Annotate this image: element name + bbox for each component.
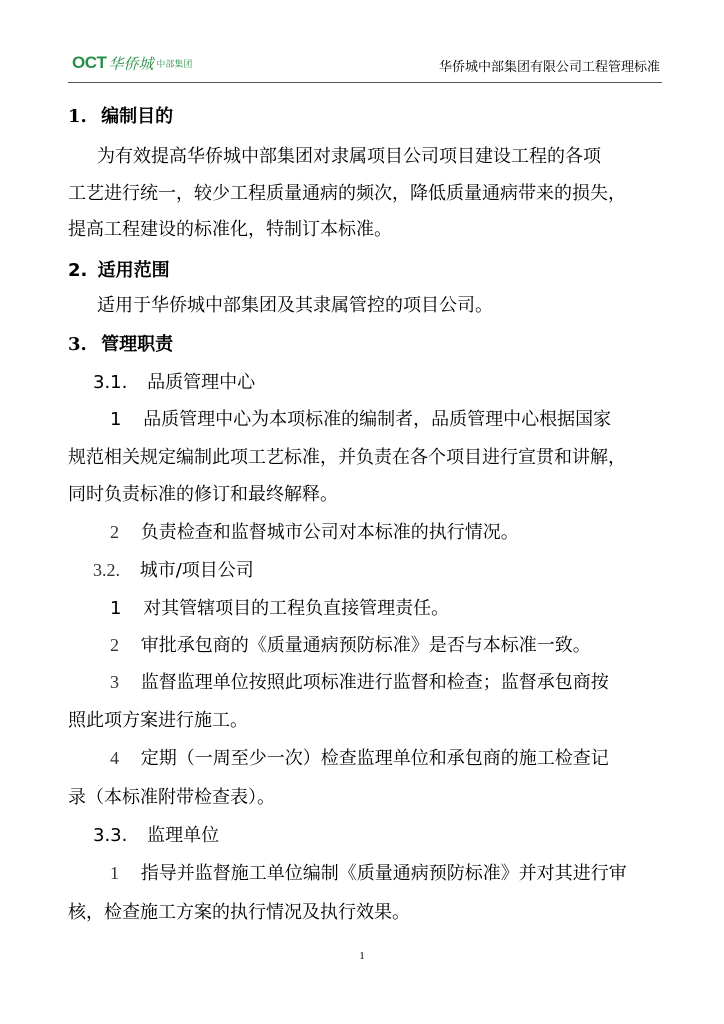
header-divider	[68, 82, 662, 83]
item-text: 对其管辖项目的工程负直接管理责任。	[143, 598, 450, 619]
section-3-heading	[68, 330, 173, 356]
subsection-3-3-heading	[93, 821, 219, 847]
list-item	[110, 631, 591, 657]
paragraph-line: 照此项方案进行施工。	[68, 710, 248, 731]
item-number: 1	[110, 598, 122, 619]
paragraph-line: 工艺进行统一，较少工程质量通病的频次，降低质量通病带来的损失，	[68, 183, 626, 204]
list-item	[110, 744, 609, 770]
subsection-title: 品质管理中心	[147, 372, 256, 393]
section-number: 1.	[68, 106, 87, 127]
paragraph-line: 核，检查施工方案的执行情况及执行效果。	[68, 902, 410, 923]
subsection-number: 3.3.	[93, 825, 128, 846]
subsection-3-2-heading	[93, 556, 254, 582]
item-text: 定期（一周至少一次）检查监理单位和承包商的施工检查记	[140, 748, 609, 769]
list-item	[110, 859, 627, 885]
section-2-heading	[68, 256, 170, 282]
logo-group-text: 中部集团	[156, 59, 193, 70]
subsection-number: 3.2.	[93, 560, 120, 580]
list-item	[110, 594, 449, 620]
paragraph-line: 录（本标准附带检查表）。	[68, 787, 275, 808]
logo-oct-text: OCT	[72, 53, 107, 72]
logo-script-text: 华侨城	[108, 54, 154, 73]
item-text: 品质管理中心为本项标准的编制者，品质管理中心根据国家	[143, 409, 612, 430]
paragraph-line: 同时负责标准的修订和最终解释。	[68, 484, 338, 505]
section-1-heading	[68, 102, 173, 128]
header-title: 华侨城中部集团有限公司工程管理标准	[438, 60, 660, 75]
paragraph-line: 适用于华侨城中部集团及其隶属管控的项目公司。	[97, 295, 493, 316]
item-number: 4	[110, 748, 119, 768]
subsection-number: 3.1.	[93, 372, 128, 393]
section-title: 编制目的	[101, 106, 174, 127]
section-title: 管理职责	[101, 334, 174, 355]
company-logo	[72, 52, 192, 74]
item-text: 指导并监督施工单位编制《质量通病预防标准》并对其进行审	[140, 863, 627, 884]
item-number: 1	[110, 863, 119, 883]
subsection-3-1-heading	[93, 368, 255, 394]
item-text: 监督监理单位按照此项标准进行监督和检查；监督承包商按	[140, 672, 609, 693]
item-number: 2	[110, 635, 119, 655]
paragraph-line: 为有效提高华侨城中部集团对隶属项目公司项目建设工程的各项	[97, 146, 601, 167]
item-text: 负责检查和监督城市公司对本标准的执行情况。	[140, 522, 519, 543]
page-number: 1	[359, 950, 365, 962]
item-number: 3	[110, 672, 119, 692]
list-item	[110, 405, 611, 431]
paragraph-line: 规范相关规定编制此项工艺标准，并负责在各个项目进行宣贯和讲解，	[68, 447, 626, 468]
section-title: 适用范围	[97, 260, 170, 281]
list-item	[110, 518, 519, 544]
section-number: 2.	[68, 260, 88, 281]
subsection-title: 城市/项目公司	[139, 560, 254, 581]
paragraph-line: 提高工程建设的标准化，特制订本标准。	[68, 219, 392, 240]
subsection-title: 监理单位	[147, 825, 220, 846]
section-number: 3.	[68, 334, 87, 355]
item-number: 2	[110, 522, 119, 542]
list-item	[110, 668, 609, 694]
item-text: 审批承包商的《质量通病预防标准》是否与本标准一致。	[140, 635, 591, 656]
item-number: 1	[110, 409, 122, 430]
